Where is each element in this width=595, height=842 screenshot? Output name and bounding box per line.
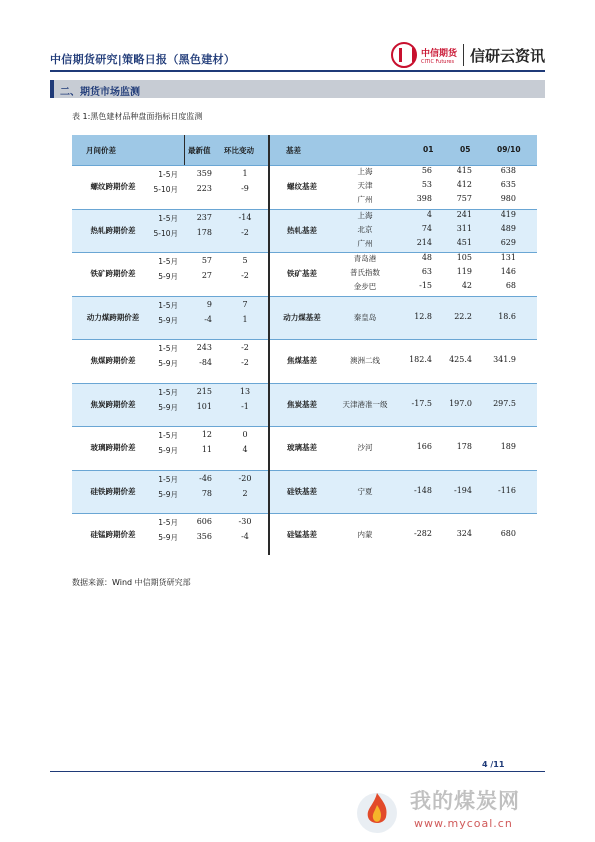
- table-group: [72, 383, 537, 427]
- spread-change: 5: [242, 256, 248, 265]
- spread-change: -30: [238, 517, 252, 526]
- table-group: [72, 470, 537, 514]
- spread-change: -2: [241, 227, 249, 237]
- basis-05: 197.0: [449, 398, 472, 408]
- basis-01: 12.8: [414, 311, 432, 321]
- spread-latest: 78: [201, 488, 212, 498]
- spread-period: 1-5月: [158, 170, 178, 179]
- table-header: [72, 135, 537, 165]
- th-01: 01: [423, 145, 434, 154]
- spread-latest: 178: [196, 227, 212, 237]
- basis-location: 澳洲二线: [350, 356, 380, 365]
- spread-period: 1-5月: [158, 213, 178, 223]
- table-group: [72, 339, 537, 383]
- spread-latest: 11: [201, 445, 212, 454]
- report-title: 中信期货研究|策略日报（黑色建材）: [50, 53, 236, 66]
- basis-label: 焦煤基差: [287, 356, 317, 365]
- basis-location: 秦皇岛: [353, 312, 377, 322]
- spread-period: 5-9月: [158, 489, 178, 499]
- basis-05: 324: [456, 529, 472, 538]
- basis-0910: 146: [500, 267, 516, 276]
- th-change: 环比变动: [224, 146, 254, 155]
- spread-label: 动力煤跨期价差: [86, 312, 140, 322]
- table-group: [72, 426, 537, 470]
- spread-period: 5-9月: [158, 272, 178, 281]
- footer-rule: [50, 771, 545, 772]
- basis-05: 241: [456, 209, 472, 219]
- basis-location: 沙河: [357, 443, 373, 452]
- spread-latest: 215: [196, 386, 212, 396]
- spread-period: 5-10月: [153, 228, 178, 238]
- basis-01: -15: [419, 281, 432, 290]
- basis-location: 北京: [357, 224, 373, 234]
- spread-period: 1-5月: [158, 431, 178, 440]
- spread-period: 1-5月: [158, 474, 178, 484]
- th-basis-name: 基差: [286, 146, 301, 155]
- spread-period: 5-9月: [158, 359, 178, 368]
- spread-change: -2: [241, 271, 249, 280]
- basis-0910: 131: [500, 253, 516, 262]
- spread-latest: 359: [196, 169, 212, 178]
- table-group: [72, 296, 537, 340]
- basis-05: 105: [456, 253, 472, 262]
- spread-latest: 57: [201, 256, 212, 265]
- spread-period: 5-9月: [158, 446, 178, 455]
- data-source: 数据来源：Wind 中信期货研究部: [72, 578, 191, 587]
- th-spread-name: 月间价差: [86, 146, 116, 155]
- logo-en: CITIC Futures: [420, 58, 455, 65]
- basis-0910: 629: [500, 237, 516, 247]
- citic-logo-icon: [391, 42, 417, 68]
- basis-05: 178: [456, 442, 472, 451]
- basis-01: 56: [421, 166, 432, 175]
- basis-0910: 638: [500, 166, 516, 175]
- spread-change: -2: [241, 358, 249, 367]
- table-group: [72, 165, 537, 209]
- logo-cn: 中信期货: [420, 48, 457, 59]
- basis-01: 4: [426, 209, 432, 219]
- basis-0910: 489: [500, 223, 516, 233]
- basis-0910: 68: [505, 281, 516, 290]
- spread-label: 铁矿跨期价差: [90, 269, 136, 278]
- basis-0910: 18.6: [498, 311, 516, 321]
- basis-location: 上海: [357, 167, 373, 176]
- spread-label: 焦炭跨期价差: [90, 399, 136, 409]
- watermark-url: www.mycoal.cn: [414, 817, 513, 830]
- table-group: [72, 209, 537, 253]
- basis-01: 53: [421, 180, 432, 189]
- spread-change: 7: [242, 299, 248, 309]
- basis-label: 铁矿基差: [287, 269, 317, 278]
- basis-label: 动力煤基差: [283, 312, 321, 322]
- table-caption: 表 1:黑色建材品种盘面指标日度监测: [72, 112, 203, 121]
- spread-period: 5-9月: [158, 315, 178, 325]
- spread-change: -9: [241, 184, 249, 193]
- basis-05: 451: [456, 237, 472, 247]
- table-center-divider: [268, 135, 270, 555]
- spread-period: 1-5月: [158, 518, 178, 527]
- basis-01: -17.5: [411, 398, 432, 408]
- basis-location: 内蒙: [357, 530, 373, 539]
- group-separator: [72, 470, 537, 471]
- basis-location: 广州: [357, 238, 373, 248]
- spread-change: 4: [242, 445, 248, 454]
- basis-01: 182.4: [409, 355, 432, 364]
- basis-05: 119: [456, 267, 472, 276]
- spread-latest: 606: [196, 517, 212, 526]
- basis-05: 22.2: [454, 311, 472, 321]
- spread-latest: 9: [206, 299, 212, 309]
- basis-0910: 341.9: [493, 355, 516, 364]
- spread-latest: 12: [201, 430, 212, 439]
- basis-01: -148: [414, 485, 432, 495]
- basis-location: 金步巴: [353, 282, 377, 291]
- basis-label: 焦炭基差: [287, 399, 317, 409]
- basis-label: 热轧基差: [287, 225, 317, 235]
- spread-period: 5-9月: [158, 402, 178, 412]
- basis-location: 天津港准一级: [342, 399, 388, 409]
- group-separator: [72, 513, 537, 514]
- spread-change: -20: [238, 473, 252, 483]
- spread-period: 1-5月: [158, 300, 178, 310]
- basis-05: 415: [456, 166, 472, 175]
- group-separator: [72, 296, 537, 297]
- basis-05: 412: [456, 180, 472, 189]
- spread-period: 1-5月: [158, 344, 178, 353]
- spread-latest: 243: [196, 343, 212, 352]
- basis-01: 48: [421, 253, 432, 262]
- basis-01: 398: [416, 194, 432, 203]
- spread-period: 1-5月: [158, 257, 178, 266]
- basis-01: 74: [421, 223, 432, 233]
- basis-location: 广州: [357, 195, 373, 204]
- basis-label: 硅铁基差: [287, 486, 317, 496]
- basis-0910: 419: [500, 209, 516, 219]
- header-divider: [184, 135, 185, 165]
- basis-label: 玻璃基差: [287, 443, 317, 452]
- basis-0910: 297.5: [493, 398, 516, 408]
- spread-label: 螺纹跨期价差: [90, 182, 136, 191]
- spread-change: -1: [241, 401, 249, 411]
- brand-name: 信研云资讯: [469, 46, 545, 65]
- th-latest: 最新值: [188, 146, 211, 155]
- spread-change: 1: [242, 314, 248, 324]
- basis-0910: 189: [500, 442, 516, 451]
- brand-divider: [463, 44, 464, 66]
- spread-period: 1-5月: [158, 387, 178, 397]
- spread-latest: -4: [204, 314, 212, 324]
- basis-location: 天津: [357, 181, 373, 190]
- spread-label: 硅锰跨期价差: [90, 530, 136, 539]
- spread-latest: 27: [201, 271, 212, 280]
- watermark-title: 我的煤炭网: [410, 789, 520, 813]
- basis-label: 螺纹基差: [287, 182, 317, 191]
- basis-location: 普氏指数: [350, 268, 380, 277]
- spread-latest: -84: [199, 358, 212, 367]
- th-0910: 09/10: [497, 145, 521, 154]
- monitor-table: [72, 135, 537, 555]
- basis-05: 757: [456, 194, 472, 203]
- table-group: [72, 252, 537, 296]
- group-separator: [72, 383, 537, 384]
- basis-05: 42: [461, 281, 472, 290]
- spread-label: 玻璃跨期价差: [90, 443, 136, 452]
- th-05: 05: [460, 145, 471, 154]
- section-title: 二、期货市场监测: [60, 87, 140, 98]
- basis-05: 425.4: [449, 355, 472, 364]
- spread-latest: 237: [196, 212, 212, 222]
- page-header: [50, 40, 545, 70]
- spread-latest: 101: [196, 401, 212, 411]
- basis-0910: -116: [498, 485, 516, 495]
- spread-latest: 356: [196, 532, 212, 541]
- spread-change: -14: [238, 212, 252, 222]
- basis-location: 宁夏: [357, 486, 373, 496]
- table-group: [72, 513, 537, 557]
- basis-0910: 680: [500, 529, 516, 538]
- spread-label: 焦煤跨期价差: [90, 356, 136, 365]
- basis-05: -194: [454, 485, 472, 495]
- basis-05: 311: [456, 223, 472, 233]
- basis-location: 青岛港: [353, 254, 377, 263]
- page-number: 4 /11: [482, 760, 505, 769]
- spread-change: 13: [239, 386, 251, 396]
- spread-latest: -46: [199, 473, 212, 483]
- basis-01: 214: [416, 237, 432, 247]
- flame-icon: [352, 785, 402, 835]
- group-separator: [72, 426, 537, 427]
- spread-change: -4: [241, 532, 249, 541]
- basis-01: 166: [416, 442, 432, 451]
- group-separator: [72, 339, 537, 340]
- header-rule: [50, 70, 545, 72]
- basis-01: 63: [421, 267, 432, 276]
- spread-change: 0: [242, 430, 248, 439]
- basis-label: 硅锰基差: [287, 530, 317, 539]
- basis-01: -282: [414, 529, 432, 538]
- watermark: [350, 775, 590, 837]
- spread-change: 1: [242, 169, 248, 178]
- brand-block: [391, 42, 545, 68]
- spread-change: 2: [242, 488, 248, 498]
- section-bar: [50, 80, 545, 98]
- basis-0910: 980: [500, 194, 516, 203]
- spread-latest: 223: [196, 184, 212, 193]
- logo-text: [421, 46, 457, 65]
- basis-0910: 635: [500, 180, 516, 189]
- spread-period: 5-10月: [153, 185, 178, 194]
- basis-location: 上海: [357, 210, 373, 220]
- spread-change: -2: [241, 343, 249, 352]
- spread-label: 硅铁跨期价差: [90, 486, 136, 496]
- spread-label: 热轧跨期价差: [90, 225, 136, 235]
- spread-period: 5-9月: [158, 533, 178, 542]
